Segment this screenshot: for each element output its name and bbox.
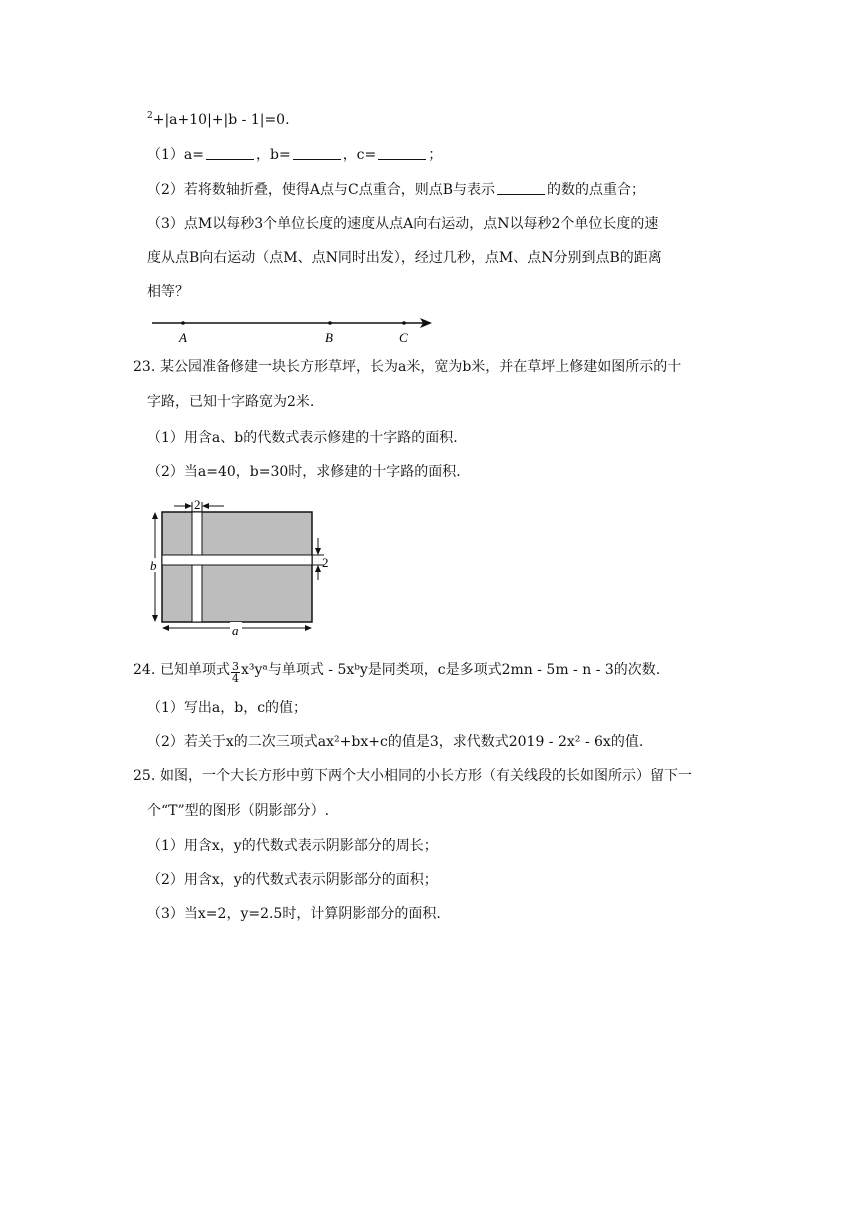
q23-line2: 字路，已知十字路宽为2米. xyxy=(147,394,315,410)
number-line-figure xyxy=(148,312,448,346)
point-b-label: B xyxy=(325,330,333,345)
q24-line1: 已知单项式 $\frac{3}{4}$ x³yᵃ与单项式 - 5xᵇy是同类项，c是多项式2mn - 5m - n - 3的次数. xyxy=(160,660,661,685)
q25-line1: 如图，一个大长方形中剪下两个大小相同的小长方形（有关线段的长如图所示）留下一 xyxy=(160,768,692,784)
road-horizontal xyxy=(162,555,312,565)
q22-part3-line3: 相等？ xyxy=(147,284,189,300)
point-c-dot xyxy=(402,321,406,325)
point-c-label: C xyxy=(399,330,408,345)
point-b-dot xyxy=(328,321,332,325)
fraction-three-quarters: $\frac{3}{4}$ xyxy=(232,660,239,685)
q23-part1: （1）用含a、b的代数式表示修建的十字路的面积. xyxy=(147,430,458,446)
q25-part1: （1）用含x，y的代数式表示阴影部分的周长； xyxy=(147,838,438,854)
q22-part3-line1: （3）点M以每秒3个单位长度的速度从点A向右运动，点N以每秒2个单位长度的速 xyxy=(147,216,659,232)
road-width-top-label: 2 xyxy=(194,497,201,512)
lawn-rect xyxy=(162,512,312,622)
answer-blank-a[interactable] xyxy=(206,146,254,160)
q22-part1: （1）a= ，b= ，c= ； xyxy=(147,147,443,163)
q24-number: 24. xyxy=(133,662,156,678)
q23-line1: 某公园准备修建一块长方形草坪，长为a米，宽为b米，并在草坪上修建如图所示的十 xyxy=(160,359,682,375)
lawn-width-label: b xyxy=(150,558,157,573)
answer-blank-b[interactable] xyxy=(293,146,341,160)
point-a-label: A xyxy=(179,330,187,345)
q23-part2: （2）当a=40，b=30时，求修建的十字路的面积. xyxy=(147,464,461,480)
road-width-right-label: 2 xyxy=(322,555,329,570)
q25-part2: （2）用含x，y的代数式表示阴影部分的面积； xyxy=(147,872,438,888)
answer-blank-fold[interactable] xyxy=(497,181,545,195)
answer-blank-c[interactable] xyxy=(378,146,426,160)
q23-number: 23. xyxy=(133,359,156,375)
road-vertical xyxy=(192,512,202,622)
q25-line2: 个“T”型的图形（阴影部分）. xyxy=(147,803,330,819)
point-a-dot xyxy=(181,321,185,325)
lawn-cross-road-figure xyxy=(146,496,336,638)
q22-part3-line2: 度从点B向右运动（点M、点N同时出发），经过几秒，点M、点N分别到点B的距离 xyxy=(147,250,662,266)
lawn-length-label: a xyxy=(232,623,239,638)
q24-part2: （2）若关于x的二次三项式ax²+bx+c的值是3，求代数式2019 - 2x² - 6x的值. xyxy=(147,734,644,750)
q22-part2: （2）若将数轴折叠，使得A点与C点重合，则点B与表示 的数的点重合； xyxy=(147,182,646,198)
q22-continuation: $^2$+|a+10|+|b - 1|=0. xyxy=(147,111,290,128)
q24-part1: （1）写出a，b，c的值； xyxy=(147,700,308,716)
q25-part3: （3）当x=2，y=2.5时，计算阴影部分的面积. xyxy=(147,906,441,922)
q25-number: 25. xyxy=(133,768,156,784)
